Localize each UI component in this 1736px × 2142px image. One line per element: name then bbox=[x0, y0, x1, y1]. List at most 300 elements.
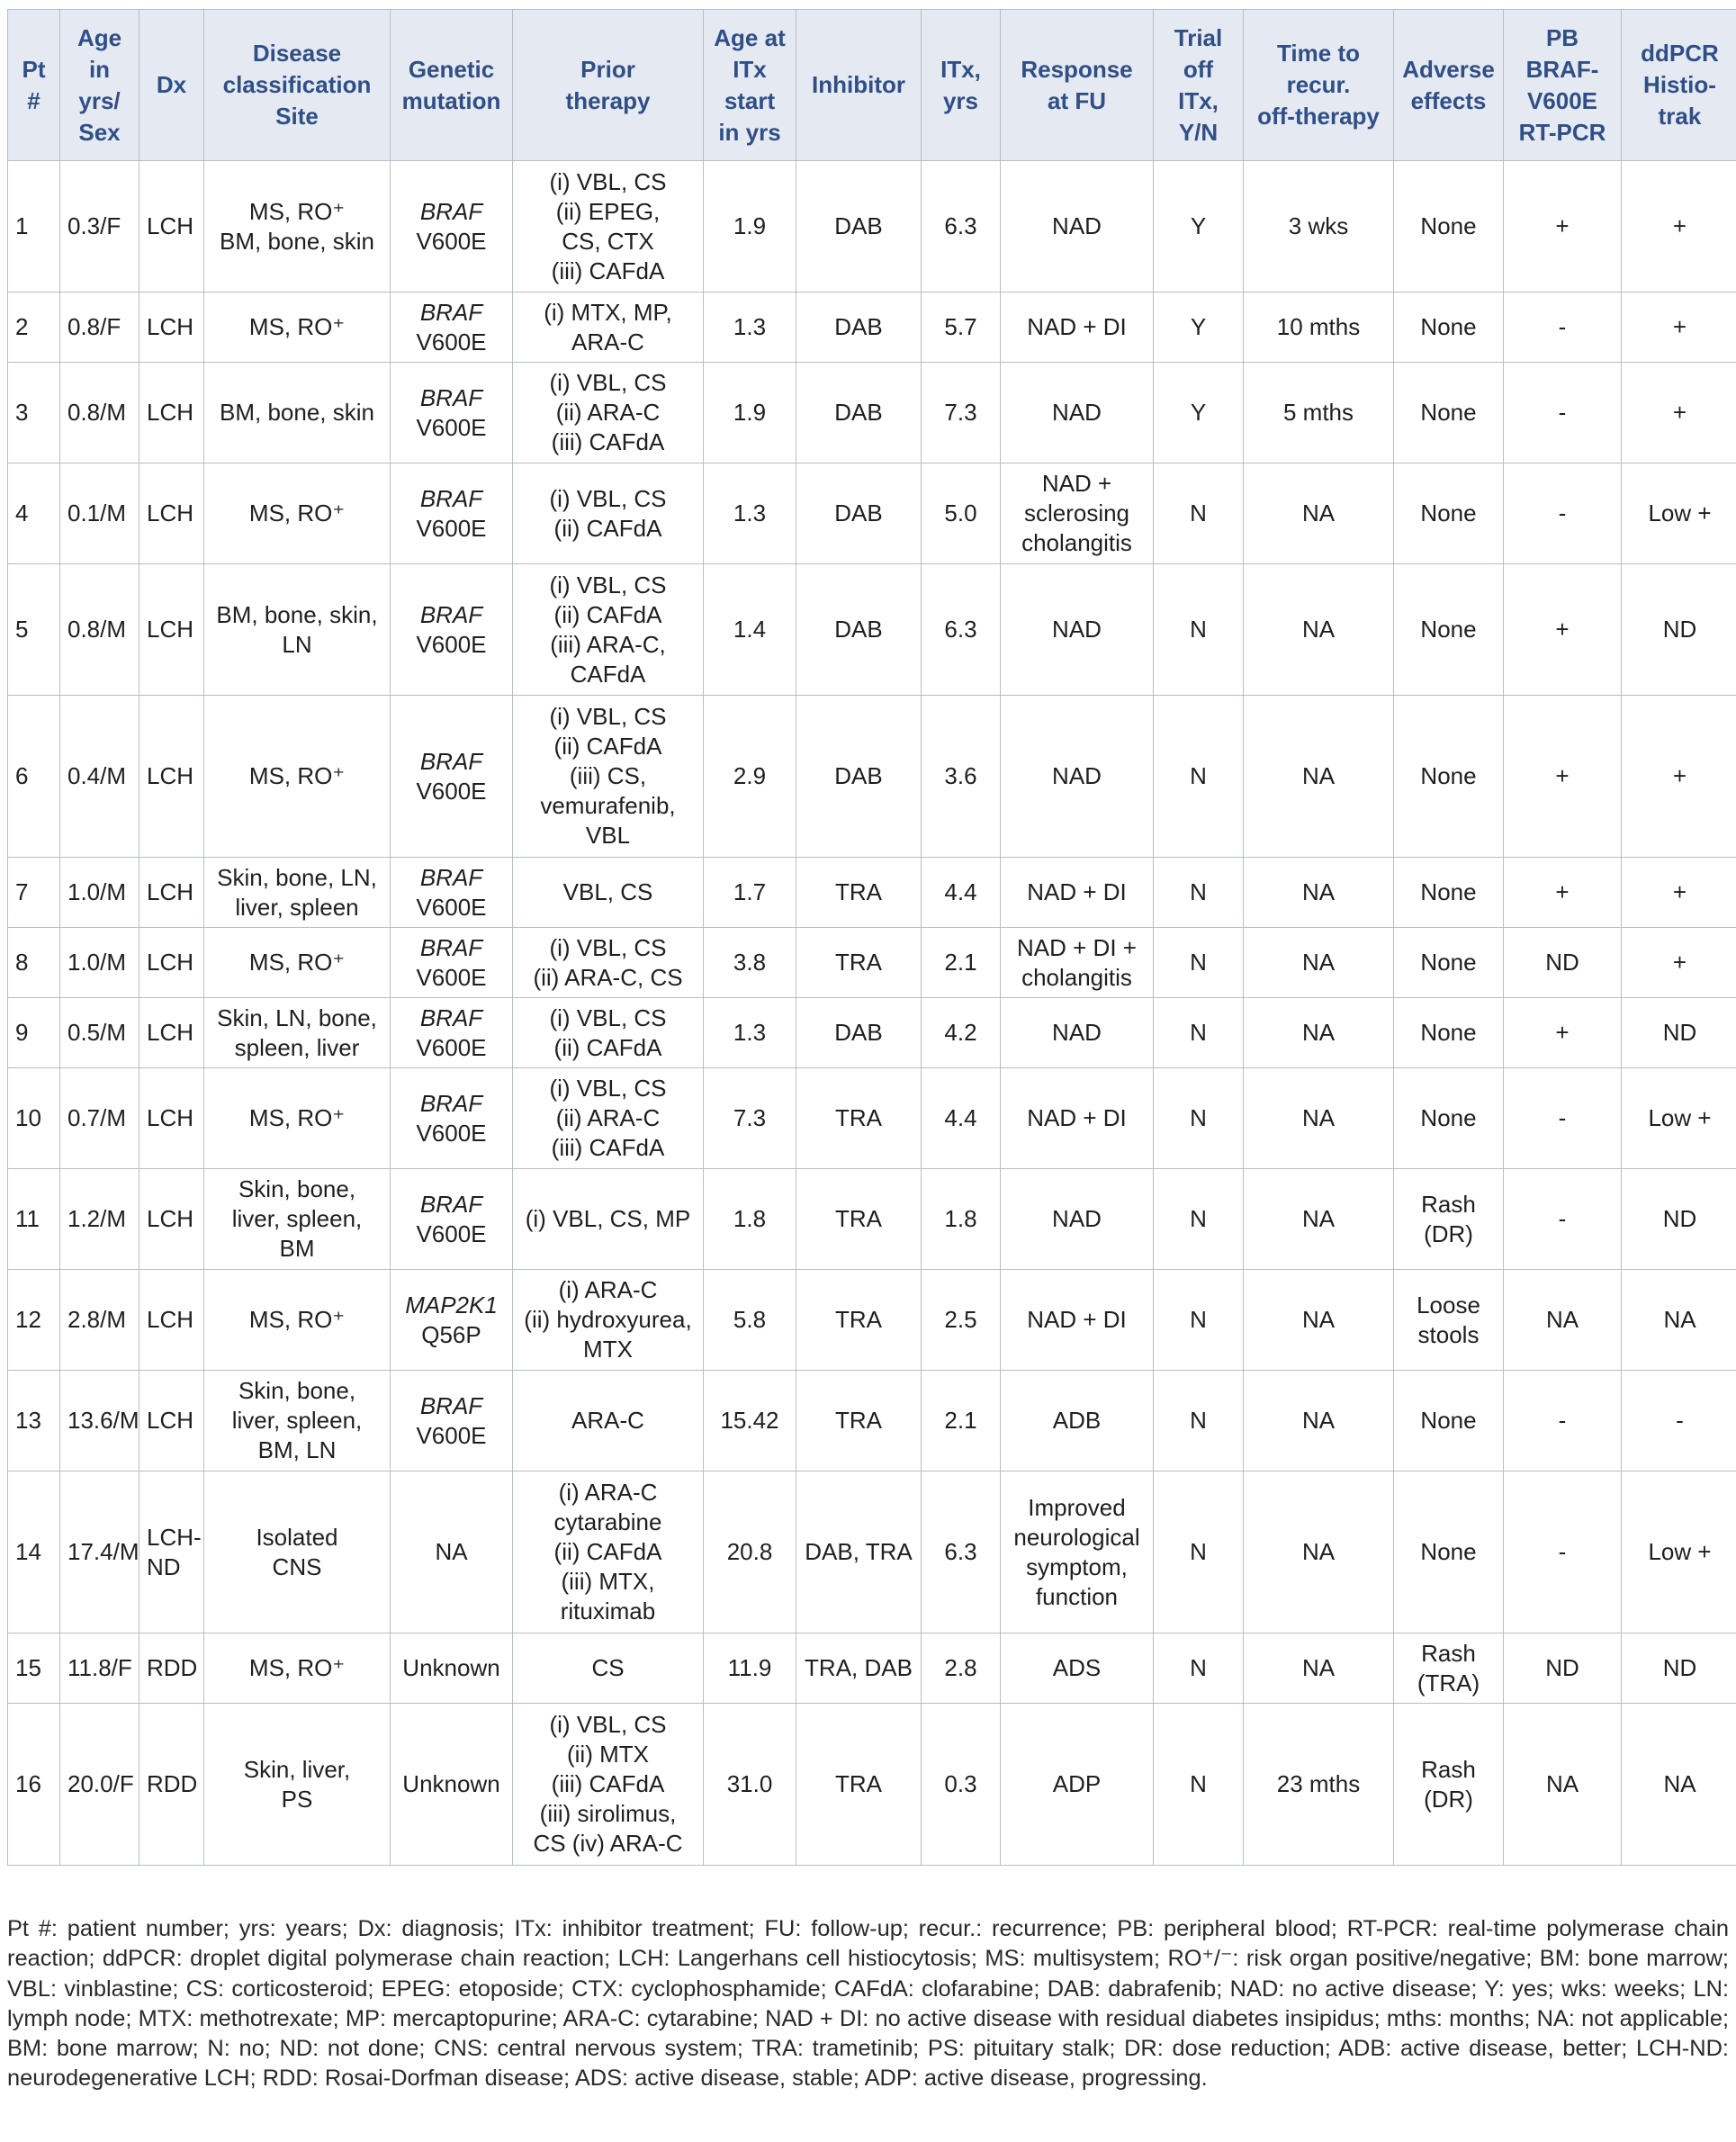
cell-response-fu: NAD bbox=[1001, 363, 1154, 464]
cell-genetic-mutation bbox=[391, 464, 513, 564]
header-inhibitor: Inhibitor bbox=[796, 10, 922, 161]
cell-age-sex: 1.0/M bbox=[60, 858, 139, 928]
cell-genetic-mutation bbox=[391, 1169, 513, 1270]
cell-time-recurrence: NA bbox=[1244, 928, 1394, 998]
cell-dx: LCH bbox=[139, 161, 204, 292]
variant-name: V600E bbox=[416, 777, 487, 805]
cell-response-fu: NAD + DI bbox=[1001, 292, 1154, 363]
cell-pb-rtpcr: - bbox=[1504, 1068, 1622, 1169]
cell-itx-years: 6.3 bbox=[922, 1472, 1001, 1634]
table-row bbox=[8, 1371, 1736, 1472]
cell-pt-number: 6 bbox=[8, 696, 60, 858]
table-row bbox=[8, 696, 1736, 858]
cell-trial-off: N bbox=[1154, 1068, 1244, 1169]
header-pb-rtpcr: PB BRAF- V600E RT-PCR bbox=[1504, 10, 1622, 161]
table-row bbox=[8, 998, 1736, 1068]
cell-pt-number: 14 bbox=[8, 1472, 60, 1634]
cell-itx-years: 2.8 bbox=[922, 1634, 1001, 1704]
cell-ddpcr: ND bbox=[1622, 998, 1736, 1068]
cell-dx: LCH bbox=[139, 998, 204, 1068]
cell-dx: LCH bbox=[139, 1270, 204, 1371]
cell-age-sex: 1.0/M bbox=[60, 928, 139, 998]
cell-itx-years: 3.6 bbox=[922, 696, 1001, 858]
cell-trial-off: Y bbox=[1154, 161, 1244, 292]
cell-ddpcr: NA bbox=[1622, 1704, 1736, 1866]
cell-prior-therapy: (i) VBL, CS (ii) MTX (iii) CAFdA (iii) sirolimus, CS (iv) ARA-C bbox=[513, 1704, 704, 1866]
cell-time-recurrence: NA bbox=[1244, 1472, 1394, 1634]
cell-adverse-effects: None bbox=[1394, 564, 1504, 696]
cell-age-sex: 2.8/M bbox=[60, 1270, 139, 1371]
cell-pt-number: 7 bbox=[8, 858, 60, 928]
cell-pb-rtpcr: - bbox=[1504, 1472, 1622, 1634]
cell-disease-site: Isolated CNS bbox=[204, 1472, 391, 1634]
cell-age-sex: 0.5/M bbox=[60, 998, 139, 1068]
cell-pt-number: 11 bbox=[8, 1169, 60, 1270]
cell-prior-therapy: (i) VBL, CS, MP bbox=[513, 1169, 704, 1270]
cell-pb-rtpcr: ND bbox=[1504, 928, 1622, 998]
cell-pb-rtpcr: - bbox=[1504, 363, 1622, 464]
header-itx-years: ITx, yrs bbox=[922, 10, 1001, 161]
cell-disease-site: MS, RO⁺ BM, bone, skin bbox=[204, 161, 391, 292]
cell-pt-number: 13 bbox=[8, 1371, 60, 1472]
table-row bbox=[8, 858, 1736, 928]
cell-prior-therapy: (i) VBL, CS (ii) CAFdA (iii) CS, vemurafenib, VBL bbox=[513, 696, 704, 858]
cell-inhibitor: TRA bbox=[796, 928, 922, 998]
cell-adverse-effects: Rash (TRA) bbox=[1394, 1634, 1504, 1704]
cell-response-fu: NAD + sclerosing cholangitis bbox=[1001, 464, 1154, 564]
table-row bbox=[8, 292, 1736, 363]
cell-inhibitor: TRA, DAB bbox=[796, 1634, 922, 1704]
cell-disease-site: BM, bone, skin bbox=[204, 363, 391, 464]
cell-dx: LCH bbox=[139, 928, 204, 998]
cell-response-fu: NAD bbox=[1001, 696, 1154, 858]
footnote: Pt #: patient number; yrs: years; Dx: diagnosis; ITx: inhibitor treatment; FU: follow-up; recur.: recurrence; PB: peripheral blood; RT-PCR: real-time polymerase chain reaction; ddPCR: droplet digital polymerase chain reaction; LCH: Langerhans cell histiocytosis; MS: multisystem; RO⁺/⁻: risk organ positive/negative; BM: bone marrow; VBL: vinblastine; CS: corticosteroid; EPEG: etoposide; CTX: cyclophosphamide; CAFdA: clofarabine; DAB: dabrafenib; NAD: no active disease; Y: yes; wks: weeks; LN: lymph node; MTX: methotrexate; MP: mercaptopurine; ARA-C: cytarabine; NAD + DI: no active disease with residual diabetes insipidus; mths: months; NA: not applicable; BM: bone marrow; N: no; ND: not done; CNS: central nervous system; TRA: trametinib; PS: pituitary stalk; DR: dose reduction; ADB: active disease, better; LCH-ND: neurodegenerative LCH; RDD: Rosai-Dorfman disease; ADS: active disease, stable; ADP: active disease, progressing. bbox=[7, 1916, 1729, 2092]
cell-adverse-effects: None bbox=[1394, 1472, 1504, 1634]
cell-inhibitor: DAB bbox=[796, 292, 922, 363]
variant-name: V600E bbox=[416, 1119, 487, 1147]
cell-response-fu: Improved neurological symptom, function bbox=[1001, 1472, 1154, 1634]
cell-age-sex: 20.0/F bbox=[60, 1704, 139, 1866]
table-body bbox=[8, 161, 1736, 1866]
cell-age-itx-start: 1.3 bbox=[704, 998, 796, 1068]
gene-name: MAP2K1 bbox=[405, 1291, 498, 1318]
cell-genetic-mutation bbox=[391, 696, 513, 858]
header-age-sex: Age in yrs/ Sex bbox=[60, 10, 139, 161]
cell-age-itx-start: 7.3 bbox=[704, 1068, 796, 1169]
cell-disease-site: MS, RO⁺ bbox=[204, 1270, 391, 1371]
cell-disease-site: Skin, liver, PS bbox=[204, 1704, 391, 1866]
cell-response-fu: NAD + DI bbox=[1001, 1068, 1154, 1169]
table-container bbox=[7, 9, 1729, 1866]
gene-name: BRAF bbox=[419, 197, 483, 225]
gene-name: BRAF bbox=[419, 933, 483, 961]
cell-disease-site: Skin, LN, bone, spleen, liver bbox=[204, 998, 391, 1068]
cell-time-recurrence: NA bbox=[1244, 464, 1394, 564]
cell-itx-years: 4.2 bbox=[922, 998, 1001, 1068]
variant-name: V600E bbox=[416, 1033, 487, 1061]
patient-table bbox=[7, 9, 1736, 1866]
cell-itx-years: 7.3 bbox=[922, 363, 1001, 464]
cell-inhibitor: TRA bbox=[796, 1270, 922, 1371]
cell-age-itx-start: 1.9 bbox=[704, 363, 796, 464]
cell-pb-rtpcr: + bbox=[1504, 858, 1622, 928]
cell-time-recurrence: 5 mths bbox=[1244, 363, 1394, 464]
cell-pb-rtpcr: - bbox=[1504, 464, 1622, 564]
table-row bbox=[8, 1270, 1736, 1371]
variant-name: V600E bbox=[416, 514, 487, 542]
cell-adverse-effects: None bbox=[1394, 998, 1504, 1068]
cell-pb-rtpcr: NA bbox=[1504, 1270, 1622, 1371]
cell-time-recurrence: NA bbox=[1244, 1169, 1394, 1270]
cell-age-itx-start: 11.9 bbox=[704, 1634, 796, 1704]
cell-itx-years: 2.5 bbox=[922, 1270, 1001, 1371]
cell-ddpcr: ND bbox=[1622, 1634, 1736, 1704]
cell-pt-number: 5 bbox=[8, 564, 60, 696]
cell-age-itx-start: 5.8 bbox=[704, 1270, 796, 1371]
header-age-itx-start: Age at ITx start in yrs bbox=[704, 10, 796, 161]
cell-dx: LCH bbox=[139, 1371, 204, 1472]
cell-ddpcr: + bbox=[1622, 161, 1736, 292]
cell-response-fu: NAD bbox=[1001, 564, 1154, 696]
cell-adverse-effects: Loose stools bbox=[1394, 1270, 1504, 1371]
cell-time-recurrence: NA bbox=[1244, 696, 1394, 858]
header-time-recurrence: Time to recur. off-therapy bbox=[1244, 10, 1394, 161]
variant-name: V600E bbox=[416, 227, 487, 255]
table-row bbox=[8, 1704, 1736, 1866]
variant-name: V600E bbox=[416, 1421, 487, 1449]
cell-pt-number: 3 bbox=[8, 363, 60, 464]
cell-prior-therapy: (i) VBL, CS (ii) CAFdA bbox=[513, 464, 704, 564]
cell-genetic-mutation: Unknown bbox=[391, 1704, 513, 1866]
cell-adverse-effects: None bbox=[1394, 858, 1504, 928]
cell-ddpcr: + bbox=[1622, 363, 1736, 464]
cell-genetic-mutation bbox=[391, 928, 513, 998]
cell-age-itx-start: 3.8 bbox=[704, 928, 796, 998]
cell-trial-off: N bbox=[1154, 464, 1244, 564]
cell-inhibitor: DAB bbox=[796, 564, 922, 696]
cell-inhibitor: TRA bbox=[796, 1169, 922, 1270]
header-adverse-effects: Adverse effects bbox=[1394, 10, 1504, 161]
cell-pb-rtpcr: + bbox=[1504, 161, 1622, 292]
cell-time-recurrence: NA bbox=[1244, 1371, 1394, 1472]
cell-ddpcr: NA bbox=[1622, 1270, 1736, 1371]
cell-disease-site: MS, RO⁺ bbox=[204, 1634, 391, 1704]
cell-trial-off: N bbox=[1154, 1371, 1244, 1472]
cell-ddpcr: + bbox=[1622, 858, 1736, 928]
cell-age-sex: 11.8/F bbox=[60, 1634, 139, 1704]
cell-disease-site: MS, RO⁺ bbox=[204, 928, 391, 998]
cell-time-recurrence: 10 mths bbox=[1244, 292, 1394, 363]
cell-genetic-mutation bbox=[391, 1270, 513, 1371]
cell-trial-off: Y bbox=[1154, 292, 1244, 363]
cell-age-sex: 0.8/M bbox=[60, 564, 139, 696]
cell-age-sex: 0.7/M bbox=[60, 1068, 139, 1169]
cell-age-itx-start: 1.3 bbox=[704, 292, 796, 363]
cell-itx-years: 5.7 bbox=[922, 292, 1001, 363]
cell-dx: LCH bbox=[139, 464, 204, 564]
cell-dx: LCH bbox=[139, 1169, 204, 1270]
table-row bbox=[8, 1169, 1736, 1270]
cell-genetic-mutation bbox=[391, 564, 513, 696]
cell-trial-off: N bbox=[1154, 1472, 1244, 1634]
cell-genetic-mutation bbox=[391, 161, 513, 292]
cell-ddpcr: - bbox=[1622, 1371, 1736, 1472]
table-row bbox=[8, 928, 1736, 998]
cell-genetic-mutation bbox=[391, 292, 513, 363]
cell-prior-therapy: (i) ARA-C cytarabine (ii) CAFdA (iii) MTX, rituximab bbox=[513, 1472, 704, 1634]
header-ddpcr: ddPCR Histio- trak bbox=[1622, 10, 1736, 161]
cell-prior-therapy: (i) ARA-C (ii) hydroxyurea, MTX bbox=[513, 1270, 704, 1371]
cell-trial-off: N bbox=[1154, 928, 1244, 998]
cell-dx: LCH bbox=[139, 696, 204, 858]
cell-ddpcr: + bbox=[1622, 696, 1736, 858]
cell-age-sex: 0.8/F bbox=[60, 292, 139, 363]
cell-trial-off: N bbox=[1154, 858, 1244, 928]
cell-time-recurrence: NA bbox=[1244, 858, 1394, 928]
cell-inhibitor: TRA bbox=[796, 1068, 922, 1169]
cell-pb-rtpcr: + bbox=[1504, 998, 1622, 1068]
cell-genetic-mutation bbox=[391, 363, 513, 464]
cell-pt-number: 4 bbox=[8, 464, 60, 564]
table-row bbox=[8, 1634, 1736, 1704]
header-disease-site: Disease classification Site bbox=[204, 10, 391, 161]
cell-itx-years: 6.3 bbox=[922, 161, 1001, 292]
cell-itx-years: 5.0 bbox=[922, 464, 1001, 564]
cell-inhibitor: DAB bbox=[796, 696, 922, 858]
cell-pb-rtpcr: - bbox=[1504, 1169, 1622, 1270]
cell-prior-therapy: (i) VBL, CS (ii) ARA-C (iii) CAFdA bbox=[513, 1068, 704, 1169]
header-dx: Dx bbox=[139, 10, 204, 161]
gene-name: BRAF bbox=[419, 298, 483, 326]
cell-itx-years: 4.4 bbox=[922, 858, 1001, 928]
cell-adverse-effects: None bbox=[1394, 696, 1504, 858]
cell-trial-off: N bbox=[1154, 564, 1244, 696]
cell-inhibitor: DAB bbox=[796, 998, 922, 1068]
header-response-fu: Response at FU bbox=[1001, 10, 1154, 161]
cell-response-fu: NAD bbox=[1001, 161, 1154, 292]
cell-itx-years: 4.4 bbox=[922, 1068, 1001, 1169]
cell-age-sex: 13.6/M bbox=[60, 1371, 139, 1472]
cell-time-recurrence: NA bbox=[1244, 1068, 1394, 1169]
cell-genetic-mutation bbox=[391, 858, 513, 928]
cell-adverse-effects: None bbox=[1394, 363, 1504, 464]
cell-prior-therapy: (i) MTX, MP, ARA-C bbox=[513, 292, 704, 363]
gene-name: BRAF bbox=[419, 600, 483, 628]
header-prior-therapy: Prior therapy bbox=[513, 10, 704, 161]
cell-prior-therapy: CS bbox=[513, 1634, 704, 1704]
cell-adverse-effects: Rash (DR) bbox=[1394, 1704, 1504, 1866]
cell-disease-site: MS, RO⁺ bbox=[204, 696, 391, 858]
cell-pt-number: 10 bbox=[8, 1068, 60, 1169]
cell-ddpcr: ND bbox=[1622, 1169, 1736, 1270]
cell-trial-off: N bbox=[1154, 998, 1244, 1068]
table-row bbox=[8, 1472, 1736, 1634]
cell-pb-rtpcr: + bbox=[1504, 564, 1622, 696]
variant-name: V600E bbox=[416, 328, 487, 356]
cell-dx: LCH bbox=[139, 564, 204, 696]
cell-trial-off: Y bbox=[1154, 363, 1244, 464]
cell-genetic-mutation bbox=[391, 1068, 513, 1169]
table-row bbox=[8, 464, 1736, 564]
cell-trial-off: N bbox=[1154, 696, 1244, 858]
cell-genetic-mutation: Unknown bbox=[391, 1634, 513, 1704]
cell-response-fu: NAD + DI + cholangitis bbox=[1001, 928, 1154, 998]
cell-age-itx-start: 1.7 bbox=[704, 858, 796, 928]
cell-dx: RDD bbox=[139, 1704, 204, 1866]
cell-age-sex: 0.1/M bbox=[60, 464, 139, 564]
cell-response-fu: NAD bbox=[1001, 1169, 1154, 1270]
cell-time-recurrence: 23 mths bbox=[1244, 1704, 1394, 1866]
table-row bbox=[8, 1068, 1736, 1169]
cell-adverse-effects: None bbox=[1394, 464, 1504, 564]
cell-prior-therapy: (i) VBL, CS (ii) ARA-C, CS bbox=[513, 928, 704, 998]
cell-age-sex: 0.4/M bbox=[60, 696, 139, 858]
variant-name: V600E bbox=[416, 413, 487, 441]
cell-time-recurrence: NA bbox=[1244, 1270, 1394, 1371]
cell-ddpcr: + bbox=[1622, 292, 1736, 363]
cell-trial-off: N bbox=[1154, 1270, 1244, 1371]
cell-pt-number: 8 bbox=[8, 928, 60, 998]
cell-pt-number: 15 bbox=[8, 1634, 60, 1704]
cell-time-recurrence: NA bbox=[1244, 564, 1394, 696]
cell-ddpcr: Low + bbox=[1622, 464, 1736, 564]
cell-age-itx-start: 31.0 bbox=[704, 1704, 796, 1866]
cell-pb-rtpcr: + bbox=[1504, 696, 1622, 858]
cell-prior-therapy: VBL, CS bbox=[513, 858, 704, 928]
table-row bbox=[8, 363, 1736, 464]
variant-name: V600E bbox=[416, 893, 487, 921]
cell-dx: LCH bbox=[139, 363, 204, 464]
cell-disease-site: Skin, bone, liver, spleen, BM bbox=[204, 1169, 391, 1270]
gene-name: BRAF bbox=[419, 747, 483, 775]
cell-dx: RDD bbox=[139, 1634, 204, 1704]
cell-pt-number: 12 bbox=[8, 1270, 60, 1371]
cell-response-fu: NAD + DI bbox=[1001, 1270, 1154, 1371]
cell-inhibitor: DAB bbox=[796, 464, 922, 564]
cell-trial-off: N bbox=[1154, 1169, 1244, 1270]
cell-genetic-mutation bbox=[391, 998, 513, 1068]
cell-pt-number: 1 bbox=[8, 161, 60, 292]
cell-prior-therapy: (i) VBL, CS (ii) CAFdA (iii) ARA-C, CAFdA bbox=[513, 564, 704, 696]
cell-pb-rtpcr: NA bbox=[1504, 1704, 1622, 1866]
cell-pt-number: 2 bbox=[8, 292, 60, 363]
cell-inhibitor: TRA bbox=[796, 1704, 922, 1866]
cell-disease-site: MS, RO⁺ bbox=[204, 464, 391, 564]
gene-name: BRAF bbox=[419, 383, 483, 411]
cell-adverse-effects: None bbox=[1394, 1371, 1504, 1472]
cell-adverse-effects: Rash (DR) bbox=[1394, 1169, 1504, 1270]
cell-inhibitor: TRA bbox=[796, 1371, 922, 1472]
cell-dx: LCH bbox=[139, 858, 204, 928]
cell-age-itx-start: 1.8 bbox=[704, 1169, 796, 1270]
cell-age-itx-start: 15.42 bbox=[704, 1371, 796, 1472]
cell-dx: LCH- ND bbox=[139, 1472, 204, 1634]
cell-time-recurrence: 3 wks bbox=[1244, 161, 1394, 292]
cell-itx-years: 6.3 bbox=[922, 564, 1001, 696]
cell-inhibitor: DAB bbox=[796, 161, 922, 292]
cell-pt-number: 9 bbox=[8, 998, 60, 1068]
cell-inhibitor: TRA bbox=[796, 858, 922, 928]
gene-name: BRAF bbox=[419, 1089, 483, 1117]
cell-age-itx-start: 1.3 bbox=[704, 464, 796, 564]
variant-name: Q56P bbox=[421, 1320, 481, 1348]
cell-response-fu: NAD + DI bbox=[1001, 858, 1154, 928]
gene-name: BRAF bbox=[419, 1004, 483, 1031]
variant-name: V600E bbox=[416, 963, 487, 991]
cell-prior-therapy: (i) VBL, CS (ii) EPEG, CS, CTX (iii) CAFdA bbox=[513, 161, 704, 292]
cell-age-itx-start: 20.8 bbox=[704, 1472, 796, 1634]
cell-ddpcr: ND bbox=[1622, 564, 1736, 696]
header-pt: Pt # bbox=[8, 10, 60, 161]
cell-pb-rtpcr: - bbox=[1504, 1371, 1622, 1472]
cell-age-sex: 1.2/M bbox=[60, 1169, 139, 1270]
cell-disease-site: MS, RO⁺ bbox=[204, 292, 391, 363]
table-row bbox=[8, 161, 1736, 292]
cell-prior-therapy: (i) VBL, CS (ii) ARA-C (iii) CAFdA bbox=[513, 363, 704, 464]
cell-prior-therapy: (i) VBL, CS (ii) CAFdA bbox=[513, 998, 704, 1068]
cell-age-itx-start: 1.9 bbox=[704, 161, 796, 292]
cell-adverse-effects: None bbox=[1394, 292, 1504, 363]
cell-disease-site: BM, bone, skin, LN bbox=[204, 564, 391, 696]
cell-response-fu: NAD bbox=[1001, 998, 1154, 1068]
cell-age-sex: 0.8/M bbox=[60, 363, 139, 464]
cell-itx-years: 0.3 bbox=[922, 1704, 1001, 1866]
cell-genetic-mutation bbox=[391, 1371, 513, 1472]
cell-trial-off: N bbox=[1154, 1634, 1244, 1704]
cell-adverse-effects: None bbox=[1394, 1068, 1504, 1169]
header-genetic-mutation: Genetic mutation bbox=[391, 10, 513, 161]
variant-name: V600E bbox=[416, 1220, 487, 1247]
cell-age-itx-start: 2.9 bbox=[704, 696, 796, 858]
cell-adverse-effects: None bbox=[1394, 161, 1504, 292]
gene-name: BRAF bbox=[419, 484, 483, 512]
cell-time-recurrence: NA bbox=[1244, 1634, 1394, 1704]
cell-genetic-mutation: NA bbox=[391, 1472, 513, 1634]
gene-name: BRAF bbox=[419, 1190, 483, 1218]
cell-ddpcr: Low + bbox=[1622, 1472, 1736, 1634]
cell-ddpcr: + bbox=[1622, 928, 1736, 998]
cell-age-itx-start: 1.4 bbox=[704, 564, 796, 696]
header-row bbox=[8, 10, 1736, 161]
gene-name: BRAF bbox=[419, 863, 483, 891]
cell-inhibitor: DAB, TRA bbox=[796, 1472, 922, 1634]
cell-age-sex: 0.3/F bbox=[60, 161, 139, 292]
cell-response-fu: ADB bbox=[1001, 1371, 1154, 1472]
cell-pt-number: 16 bbox=[8, 1704, 60, 1866]
variant-name: V600E bbox=[416, 630, 487, 658]
gene-name: BRAF bbox=[419, 1391, 483, 1419]
cell-trial-off: N bbox=[1154, 1704, 1244, 1866]
cell-adverse-effects: None bbox=[1394, 928, 1504, 998]
cell-dx: LCH bbox=[139, 292, 204, 363]
cell-pb-rtpcr: ND bbox=[1504, 1634, 1622, 1704]
header-trial-off: Trial off ITx, Y/N bbox=[1154, 10, 1244, 161]
cell-itx-years: 1.8 bbox=[922, 1169, 1001, 1270]
cell-time-recurrence: NA bbox=[1244, 998, 1394, 1068]
cell-response-fu: ADS bbox=[1001, 1634, 1154, 1704]
cell-ddpcr: Low + bbox=[1622, 1068, 1736, 1169]
cell-disease-site: MS, RO⁺ bbox=[204, 1068, 391, 1169]
cell-age-sex: 17.4/M bbox=[60, 1472, 139, 1634]
cell-itx-years: 2.1 bbox=[922, 928, 1001, 998]
table-row bbox=[8, 564, 1736, 696]
cell-prior-therapy: ARA-C bbox=[513, 1371, 704, 1472]
cell-disease-site: Skin, bone, liver, spleen, BM, LN bbox=[204, 1371, 391, 1472]
cell-inhibitor: DAB bbox=[796, 363, 922, 464]
cell-itx-years: 2.1 bbox=[922, 1371, 1001, 1472]
cell-dx: LCH bbox=[139, 1068, 204, 1169]
cell-pb-rtpcr: - bbox=[1504, 292, 1622, 363]
